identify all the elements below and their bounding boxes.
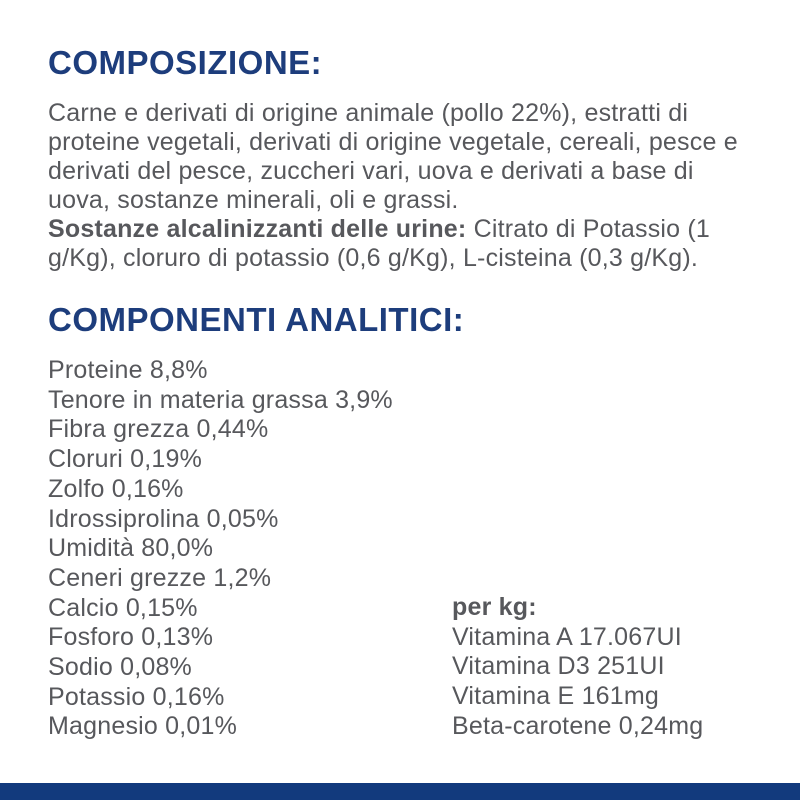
analytical-heading: COMPONENTI ANALITICI: [48, 301, 465, 338]
analyte-proteine: Proteine 8,8% [48, 356, 208, 384]
analyte-umidita: Umidità 80,0% [48, 534, 214, 563]
analytical-section [48, 303, 750, 742]
analyte-magnesio: Magnesio 0,01% [48, 712, 238, 741]
analyte-fosforo: Fosforo 0,13% [48, 623, 214, 652]
per-kg-heading: per kg: [452, 593, 537, 621]
analyte-sodio: Sodio 0,08% [48, 653, 192, 682]
per-kg-beta-carotene: Beta-carotene 0,24mg [452, 711, 704, 740]
per-kg-vitamina-d3: Vitamina D3 251UI [452, 652, 665, 681]
analyte-fibra-grezza: Fibra grezza 0,44% [48, 415, 269, 444]
per-kg-block [452, 593, 703, 742]
analyte-ceneri-grezze: Ceneri grezze 1,2% [48, 563, 272, 592]
composition-section [48, 46, 750, 273]
composition-heading: COMPOSIZIONE: [48, 44, 323, 81]
analyte-idrossiprolina: Idrossiprolina 0,05% [48, 504, 279, 533]
composition-ingredients: Carne e derivati di origine animale (pollo 22%), estratti di proteine vegetali, derivati di origine vegetale, cereali, pesce e derivati del pesce, zuccheri vari, uova e derivati a base di uova, sostanze minerali, oli e grassi. [48, 99, 738, 214]
per-kg-vitamina-a: Vitamina A 17.067UI [452, 622, 682, 651]
composition-body [48, 99, 750, 273]
analyte-tenore-materia-grassa: Tenore in materia grassa 3,9% [48, 385, 393, 414]
per-kg-vitamina-e: Vitamina E 161mg [452, 682, 660, 711]
alkalizing-substances-body: Citrato di Potassio (1 g/Kg), cloruro di potassio (0,6 g/Kg), L-cisteina (0,3 g/Kg). [48, 215, 711, 272]
analyte-zolfo: Zolfo 0,16% [48, 474, 184, 503]
analytical-columns [48, 356, 750, 742]
bottom-accent-bar [0, 783, 800, 800]
alkalizing-substances-label: Sostanze alcalinizzanti delle urine: [48, 215, 467, 243]
analyte-cloruri: Cloruri 0,19% [48, 445, 203, 474]
analyte-calcio: Calcio 0,15% [48, 593, 198, 622]
analyte-potassio: Potassio 0,16% [48, 682, 225, 711]
